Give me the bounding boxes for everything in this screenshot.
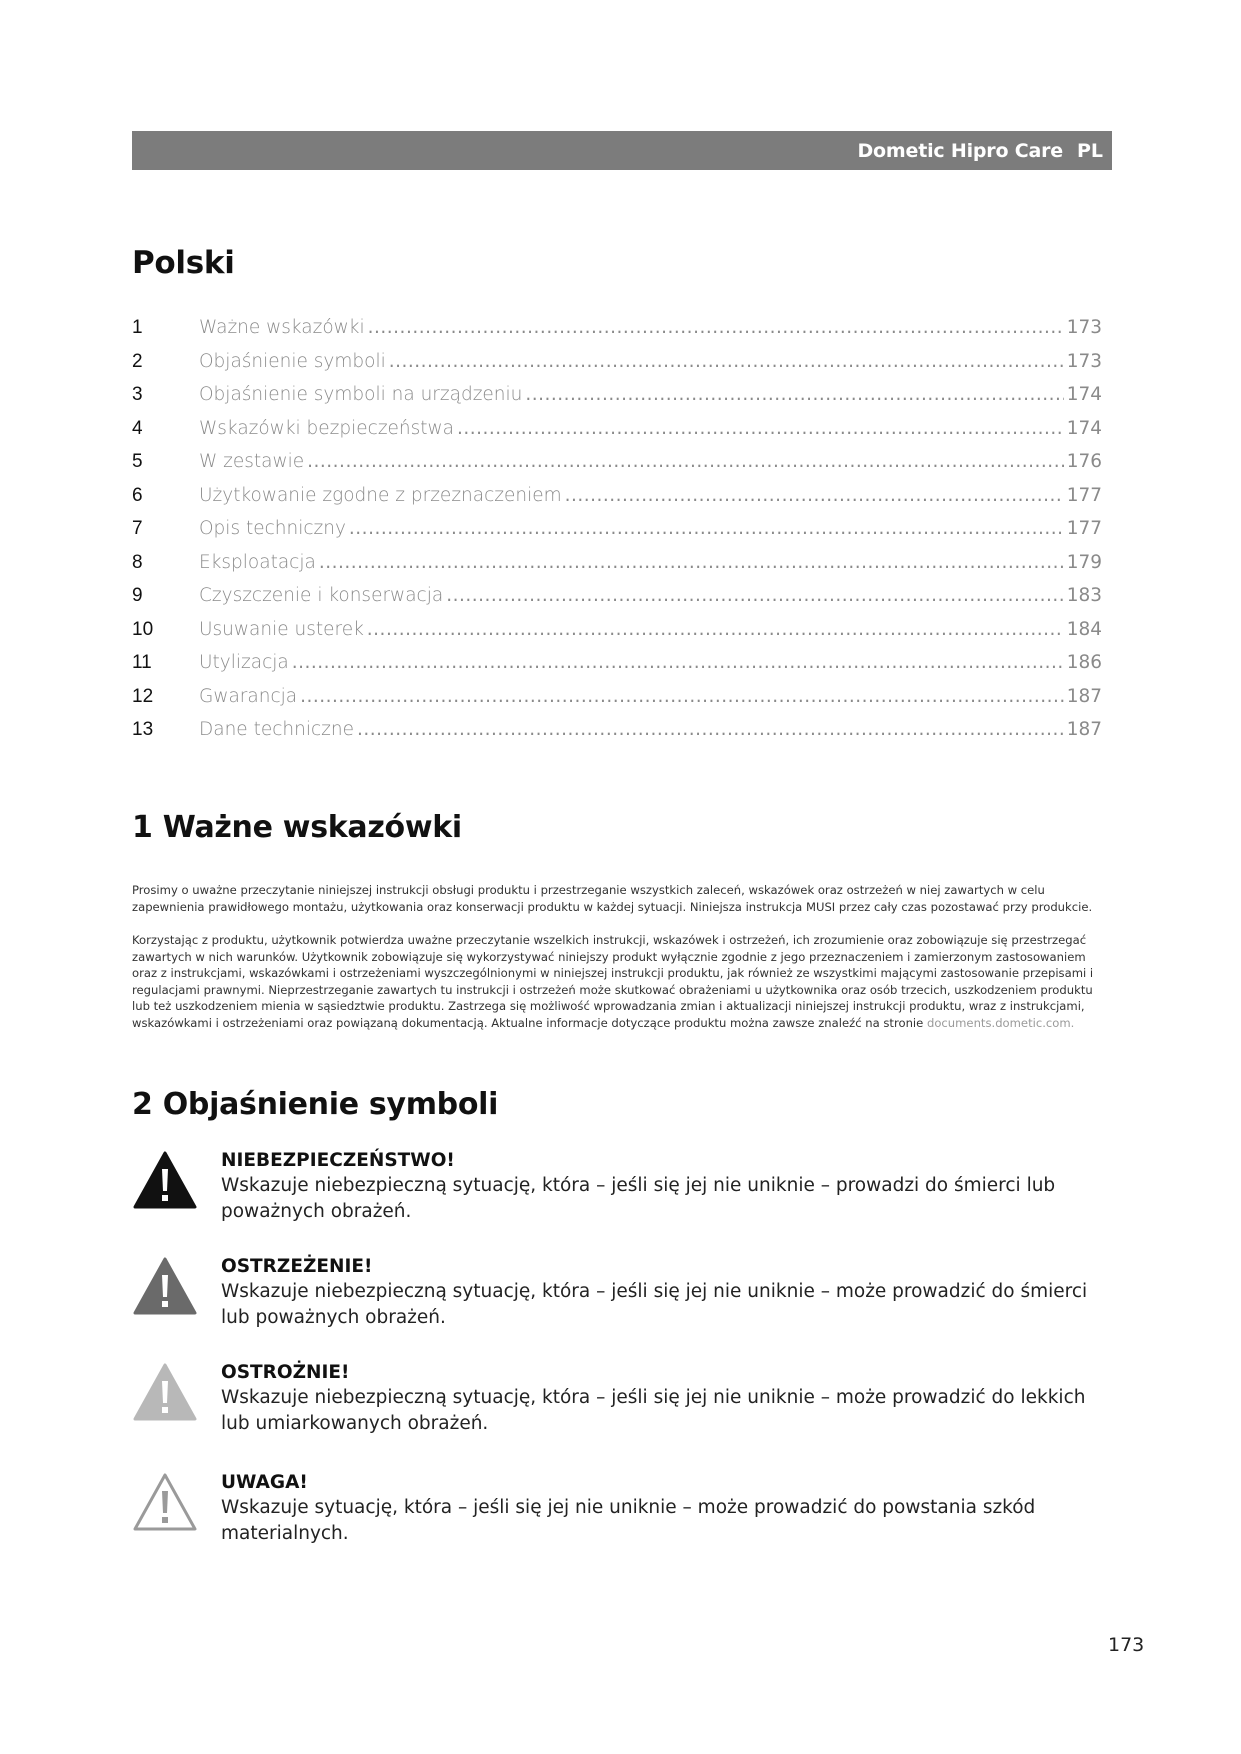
toc-label: Opis techniczny (199, 518, 346, 539)
toc-page-number: 183 (1066, 585, 1102, 606)
toc-label: Czyszczenie i konserwacja (199, 585, 444, 606)
toc-page-number: 174 (1066, 384, 1102, 405)
toc-entry[interactable] (132, 652, 1102, 686)
toc-page-number: 187 (1066, 719, 1102, 740)
toc-page-number: 176 (1066, 451, 1102, 472)
toc-number: 10 (132, 618, 154, 640)
toc-number: 7 (132, 518, 143, 539)
toc-leader-dots (292, 652, 1064, 673)
toc-page-number: 186 (1066, 652, 1102, 673)
toc-entry[interactable] (132, 619, 1102, 653)
page-title: Polski (132, 245, 235, 281)
toc-leader-dots (565, 485, 1064, 506)
toc-leader-dots (525, 384, 1063, 405)
toc-label: Eksploatacja (199, 551, 316, 573)
symbol-description: Wskazuje niebezpieczną sytuację, która – jeśli się jej nie uniknie – może prowadzić do lekkich lub umiarkowanych obrażeń. (221, 1387, 1086, 1434)
toc-number: 3 (132, 384, 143, 405)
toc-leader-dots (300, 686, 1064, 707)
toc-number: 1 (132, 317, 143, 338)
toc-entry[interactable] (132, 451, 1102, 485)
toc-leader-dots (389, 351, 1064, 372)
toc-page-number: 184 (1066, 618, 1102, 640)
symbol-description: Wskazuje niebezpieczną sytuację, która – jeśli się jej nie uniknie – prowadzi do śmierci lub poważnych obrażeń. (221, 1175, 1056, 1222)
section-1-heading: 1 Ważne wskazówki (132, 810, 462, 845)
toc-leader-dots (319, 552, 1064, 573)
symbol-text (221, 1150, 1111, 1225)
toc-entry[interactable] (132, 317, 1102, 351)
toc-number: 8 (132, 551, 143, 573)
symbol-title: NIEBEZPIECZEŃSTWO! (221, 1150, 455, 1171)
toc-page-number: 174 (1066, 417, 1102, 439)
toc-label: Utylizacja (199, 652, 289, 673)
header-bar (132, 131, 1112, 170)
danger-icon (132, 1150, 198, 1210)
symbol-text (221, 1362, 1111, 1437)
toc-label: Objaśnienie symboli (199, 350, 386, 372)
toc-leader-dots (446, 585, 1064, 606)
toc-entry[interactable] (132, 418, 1102, 452)
toc-page-number: 177 (1066, 484, 1102, 506)
notice-icon (132, 1472, 198, 1532)
toc-page-number: 173 (1066, 350, 1102, 372)
toc-entry[interactable] (132, 552, 1102, 586)
toc-page-number: 173 (1066, 317, 1102, 338)
toc-label: Wskazówki bezpieczeństwa (199, 417, 454, 439)
page-number: 173 (1108, 1634, 1145, 1656)
header-title: Dometic Hipro Care (857, 139, 1063, 162)
symbol-title: OSTROŻNIE! (221, 1362, 350, 1383)
toc-number: 9 (132, 585, 143, 606)
toc-label: Gwarancja (199, 685, 298, 707)
toc-page-number: 177 (1066, 518, 1102, 539)
toc-page-number: 179 (1066, 551, 1102, 573)
symbol-title: OSTRZEŻENIE! (221, 1256, 373, 1277)
symbol-description: Wskazuje niebezpieczną sytuację, która – jeśli się jej nie uniknie – może prowadzić do śmierci lub poważnych obrażeń. (221, 1281, 1088, 1328)
toc-label: Usuwanie usterek (199, 618, 364, 640)
symbol-entry (132, 1362, 1112, 1442)
toc-entry[interactable] (132, 384, 1102, 418)
toc-leader-dots (367, 619, 1064, 640)
toc-leader-dots (368, 317, 1064, 338)
toc-number: 4 (132, 417, 143, 439)
toc-label: Dane techniczne (199, 719, 354, 740)
symbol-entry (132, 1472, 1112, 1552)
section-1-paragraph-2 (132, 932, 1112, 1032)
toc-leader-dots (307, 451, 1064, 472)
toc-label: Ważne wskazówki (199, 317, 365, 338)
symbol-entry (132, 1150, 1112, 1230)
toc-number: 5 (132, 451, 143, 472)
toc-entry[interactable] (132, 485, 1102, 519)
toc-leader-dots (357, 719, 1064, 740)
toc-number: 6 (132, 484, 143, 506)
toc-number: 2 (132, 350, 143, 372)
toc-entry[interactable] (132, 351, 1102, 385)
symbol-text (221, 1256, 1111, 1331)
symbol-entry (132, 1256, 1112, 1336)
toc-number: 13 (132, 719, 154, 740)
toc-number: 12 (132, 685, 154, 707)
section-1-paragraph-2-text: Korzystając z produktu, użytkownik potwierdza uważne przeczytanie wszelkich instrukcji, wskazówek i ostrzeżeń, ich zrozumienie oraz zobowiązuje się przestrzegać zawartych w nich warunków. Użytkownik zobowiązuje się wykorzystywać niniejszy produkt wyłącznie zgodnie z jego przeznaczeniem i zamierzonym zastosowaniem oraz z instrukcjami, wskazówkami i ostrzeżeniami wyszczególnionymi w niniejszej instrukcji produktu, jak również ze wszystkimi mającymi zastosowanie przepisami i regulacjami prawnymi. Nieprzestrzeganie zawartych tu instrukcji i ostrzeżeń może skutkować obrażeniami u użytkownika oraz osób trzecich, uszkodzeniem produktu lub też uszkodzeniem mienia w sąsiedztwie produktu. Zastrzega się możliwość wprowadzania zmian i aktualizacji niniejszej instrukcji produktu, wraz z instrukcjami, wskazówkami i ostrzeżeniami oraz powiązaną dokumentacją. Aktualne informacje dotyczące produktu można zawsze znaleźć na stronie (132, 933, 1094, 1030)
toc-label: Użytkowanie zgodne z przeznaczeniem (199, 484, 562, 506)
toc-leader-dots (349, 518, 1064, 539)
section-1-paragraph-1: Prosimy o uważne przeczytanie niniejszej instrukcji obsługi produktu i przestrzeganie wszystkich zaleceń, wskazówek oraz ostrzeżeń w niej zawartych w celu zapewnienia prawidłowego montażu, użytkowania oraz konserwacji produktu w każdej sytuacji. Niniejsza instrukcja MUSI przez cały czas pozostawać przy produkcie. (132, 883, 1093, 914)
header-language: PL (1076, 139, 1103, 162)
toc-number: 11 (132, 652, 152, 673)
toc-entry[interactable] (132, 719, 1102, 753)
table-of-contents (132, 317, 1102, 753)
symbol-title: UWAGA! (221, 1472, 308, 1493)
toc-entry[interactable] (132, 585, 1102, 619)
toc-label: W zestawie (199, 451, 305, 472)
section-2-heading: 2 Objaśnienie symboli (132, 1087, 499, 1122)
toc-label: Objaśnienie symboli na urządzeniu (199, 384, 523, 405)
toc-leader-dots (457, 418, 1064, 439)
toc-entry[interactable] (132, 518, 1102, 552)
caution-icon (132, 1362, 198, 1422)
symbol-text (221, 1472, 1111, 1547)
toc-page-number: 187 (1066, 685, 1102, 707)
documents-link[interactable]: documents.dometic.com. (926, 1015, 1075, 1030)
toc-entry[interactable] (132, 686, 1102, 720)
warning-icon (132, 1256, 198, 1316)
symbol-description: Wskazuje sytuację, która – jeśli się jej nie uniknie – może prowadzić do powstania szkód materialnych. (221, 1497, 1036, 1544)
